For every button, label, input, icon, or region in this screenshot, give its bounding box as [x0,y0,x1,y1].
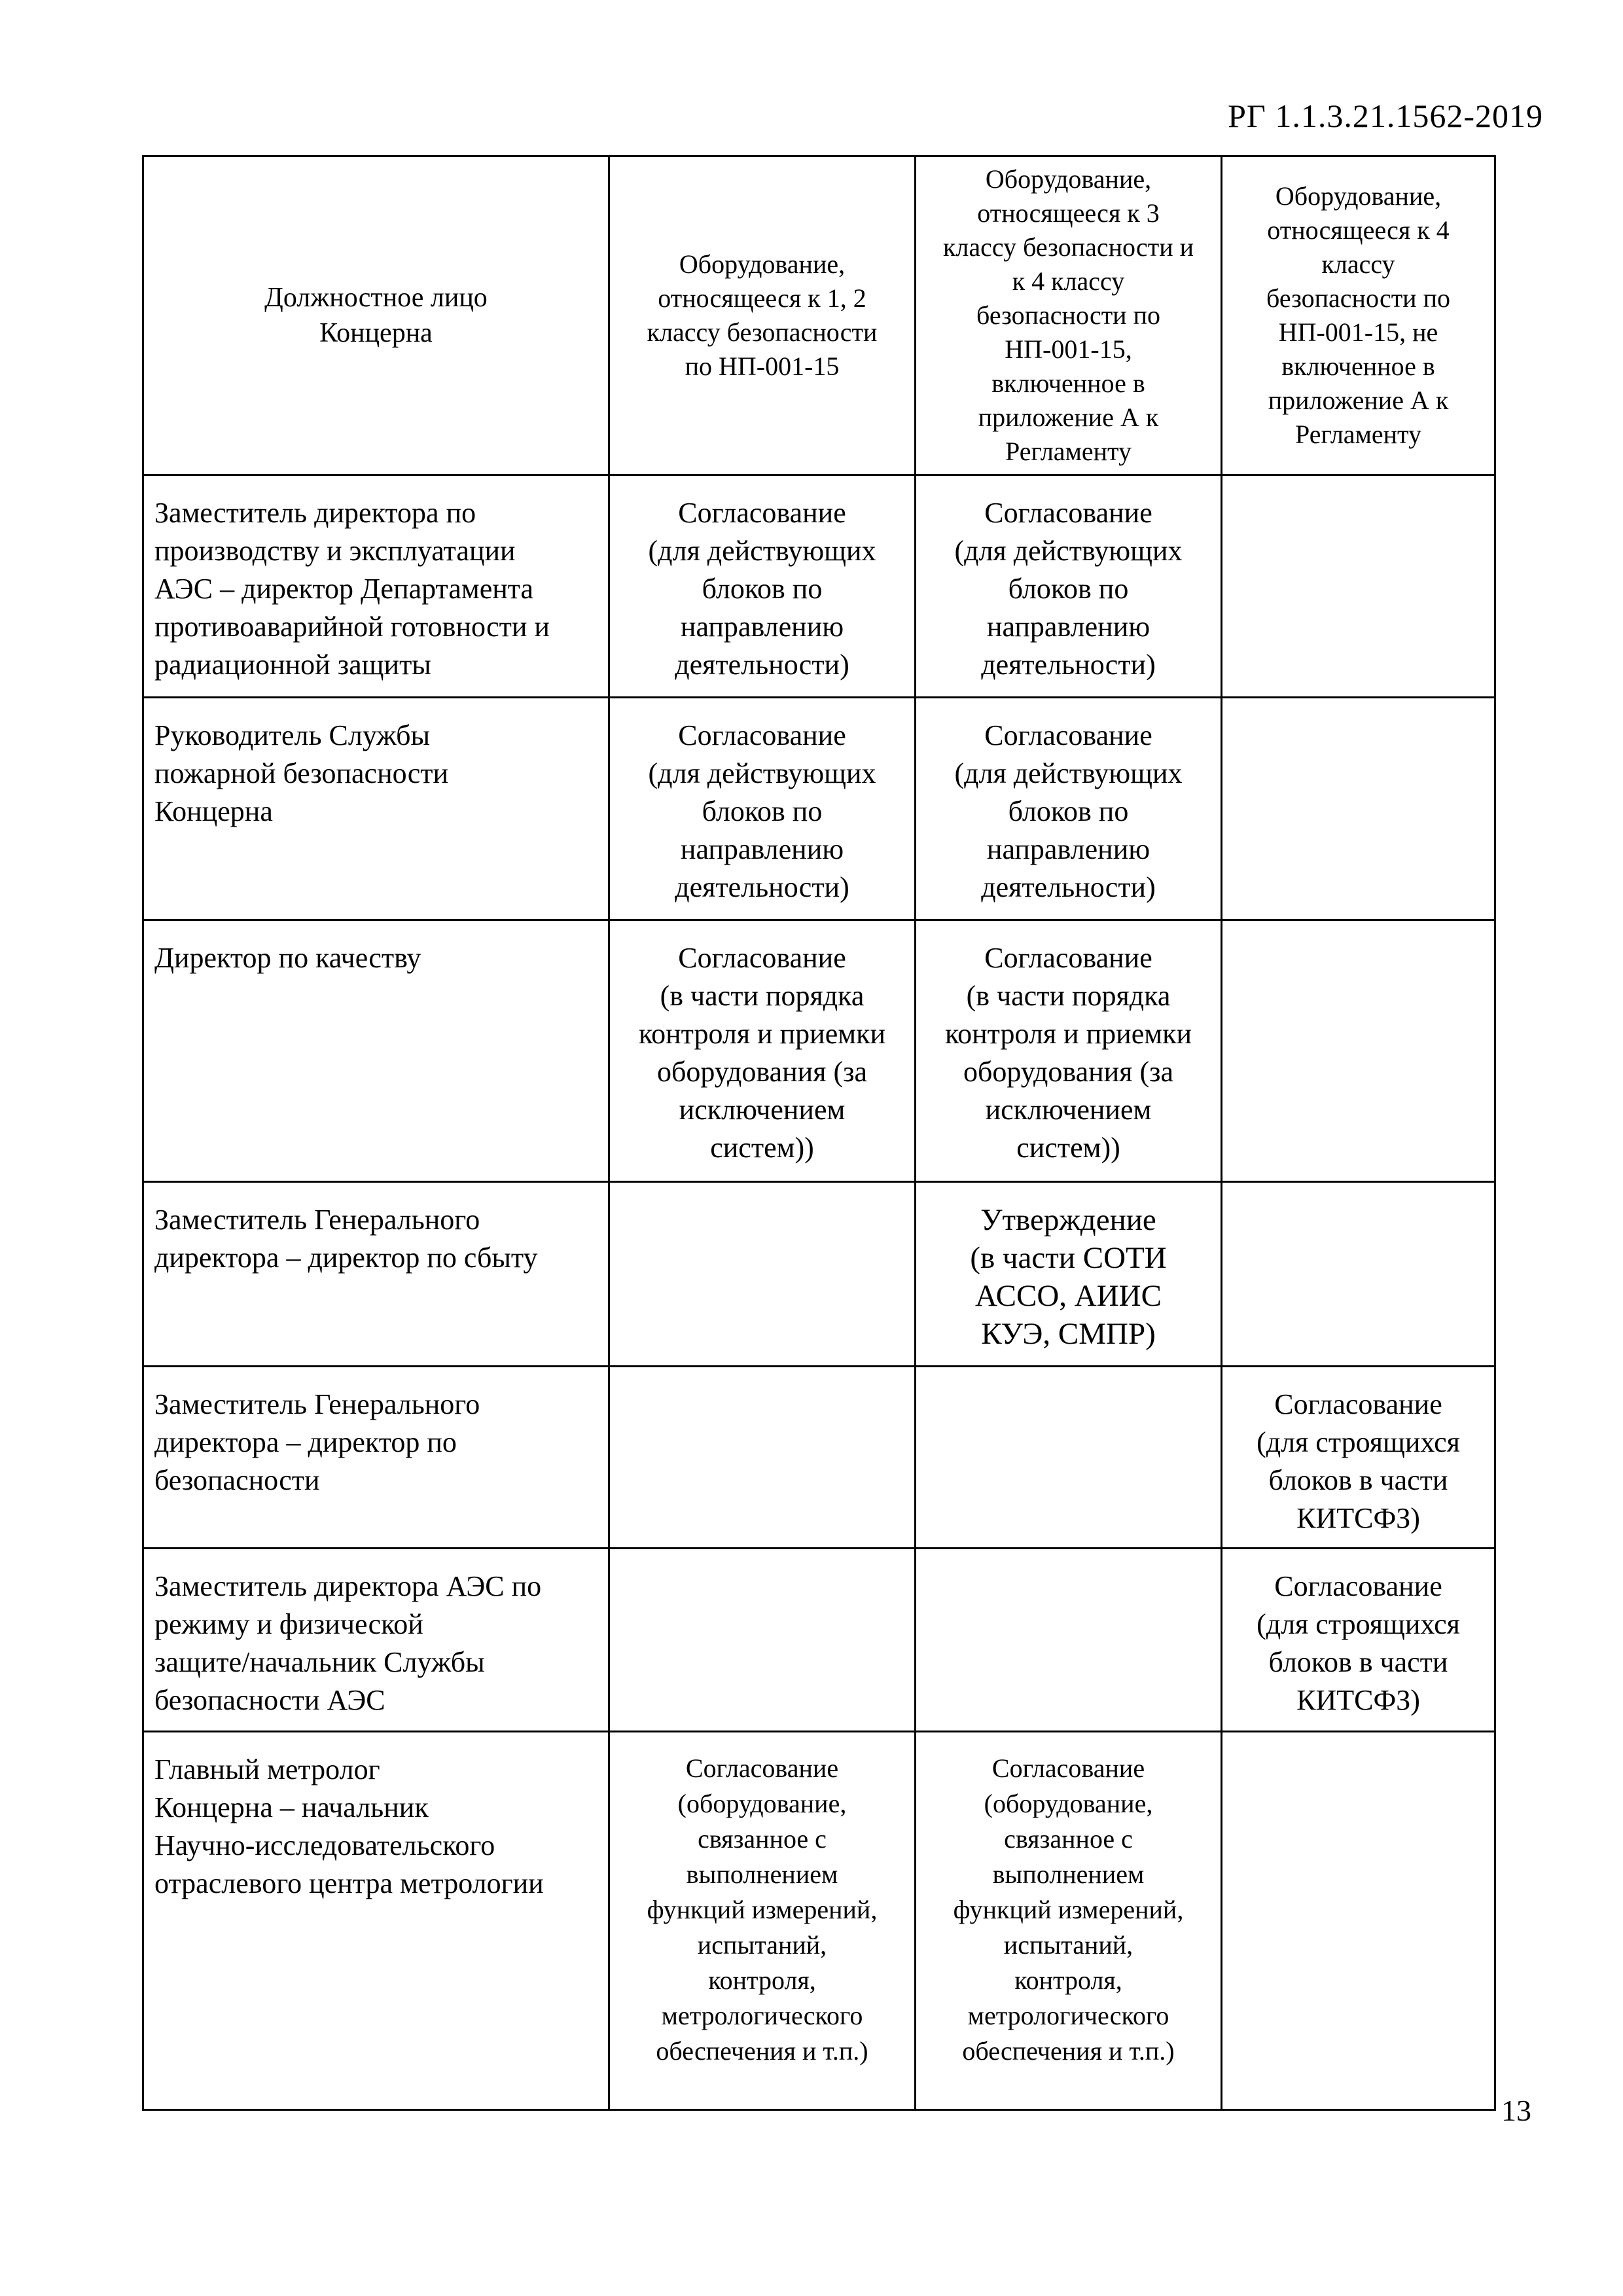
action-cell-class-1-2 [609,1182,916,1367]
action-cell-class-3-4-included: Утверждение (в части СОТИ АССО, АИИС КУЭ, СМПР) [916,1182,1222,1367]
role-cell: Директор по качеству [143,920,609,1182]
action-cell-class-4-not-included [1222,1732,1495,2110]
role-cell: Главный метролог Концерна – начальник Научно-исследовательского отраслевого центра метрологии [143,1732,609,2110]
role-cell: Руководитель Службы пожарной безопасности Концерна [143,698,609,920]
action-cell-class-1-2 [609,1367,916,1549]
action-cell-class-3-4-included: Согласование (для действующих блоков по направлению деятельности) [916,475,1222,698]
table-row [143,698,1495,920]
action-cell-class-4-not-included [1222,698,1495,920]
column-header-class-1-2: Оборудование, относящееся к 1, 2 классу безопасности по НП-001-15 [609,156,916,475]
table-row [143,1182,1495,1367]
role-cell: Заместитель Генерального директора – директор по сбыту [143,1182,609,1367]
action-cell-class-1-2: Согласование (для действующих блоков по направлению деятельности) [609,475,916,698]
action-cell-class-1-2: Согласование (для действующих блоков по направлению деятельности) [609,698,916,920]
action-cell-class-4-not-included [1222,475,1495,698]
action-cell-class-3-4-included: Согласование (для действующих блоков по направлению деятельности) [916,698,1222,920]
table-row [143,1549,1495,1732]
action-cell-class-4-not-included: Согласование (для строящихся блоков в части КИТСФЗ) [1222,1549,1495,1732]
action-cell-class-3-4-included [916,1549,1222,1732]
table-row [143,475,1495,698]
action-cell-class-3-4-included: Согласование (в части порядка контроля и приемки оборудования (за исключением систем)) [916,920,1222,1182]
table-row [143,920,1495,1182]
table-header-row [143,156,1495,475]
action-cell-class-1-2: Согласование (в части порядка контроля и приемки оборудования (за исключением систем)) [609,920,916,1182]
action-cell-class-4-not-included: Согласование (для строящихся блоков в части КИТСФЗ) [1222,1367,1495,1549]
table-row [143,1732,1495,2110]
column-header-official: Должностное лицо Концерна [143,156,609,475]
column-header-class-4-not-included: Оборудование, относящееся к 4 классу безопасности по НП-001-15, не включенное в приложение А к Регламенту [1222,156,1495,475]
role-cell: Заместитель Генерального директора – директор по безопасности [143,1367,609,1549]
action-cell-class-4-not-included [1222,1182,1495,1367]
document-number: РГ 1.1.3.21.1562-2019 [1228,98,1543,134]
action-cell-class-4-not-included [1222,920,1495,1182]
role-cell: Заместитель директора по производству и эксплуатации АЭС – директор Департамента противоаварийной готовности и радиационной защиты [143,475,609,698]
table-row [143,1367,1495,1549]
action-cell-class-1-2 [609,1549,916,1732]
approval-table [142,155,1496,2111]
column-header-class-3-4-included: Оборудование, относящееся к 3 классу безопасности и к 4 классу безопасности по НП-001-15, включенное в приложение А к Регламенту [916,156,1222,475]
action-cell-class-3-4-included: Согласование (оборудование, связанное с выполнением функций измерений, испытаний, контроля, метрологического обеспечения и т.п.) [916,1732,1222,2110]
role-cell: Заместитель директора АЭС по режиму и физической защите/начальник Службы безопасности АЭС [143,1549,609,1732]
action-cell-class-3-4-included [916,1367,1222,1549]
page-number: 13 [1501,2094,1531,2127]
action-cell-class-1-2: Согласование (оборудование, связанное с выполнением функций измерений, испытаний, контроля, метрологического обеспечения и т.п.) [609,1732,916,2110]
